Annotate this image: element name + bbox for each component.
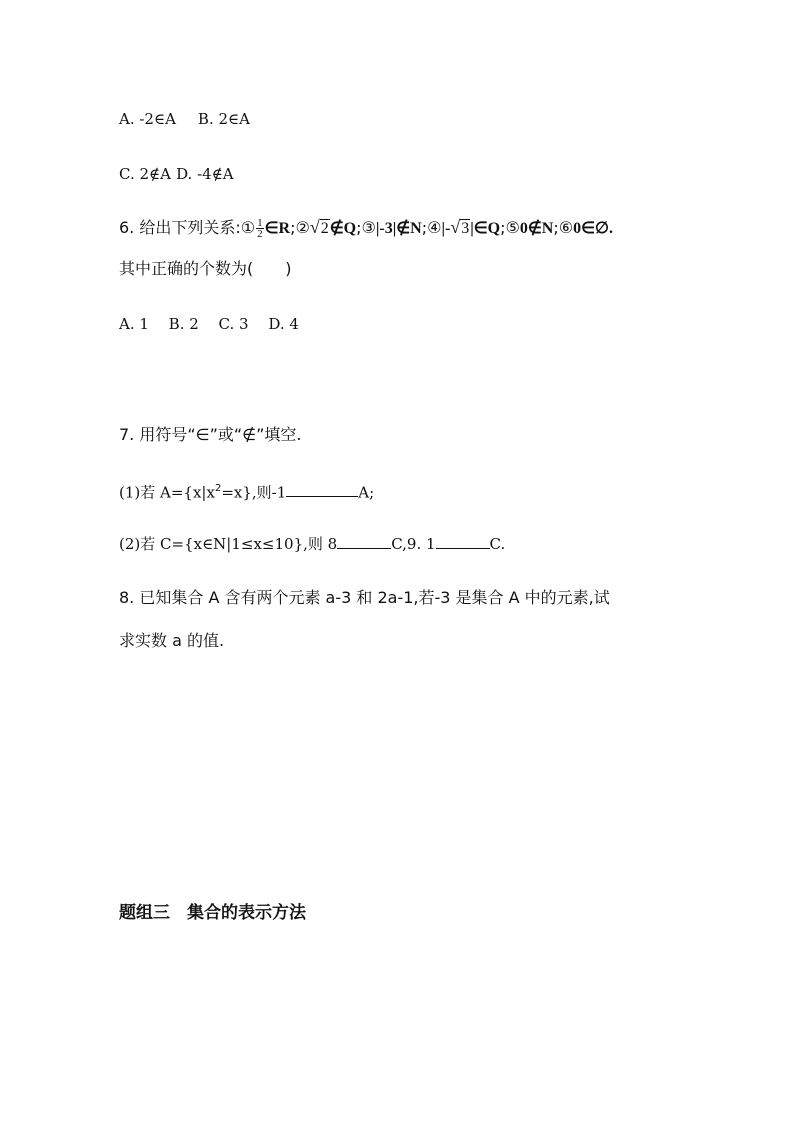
q6-item3-mark: ③ [361,218,376,237]
q7-part2-before: (2)若 C={x∈N|1≤x≤10},则 8 [119,535,338,553]
q7-part1-after: =x},则-1 [221,483,287,502]
q6-item4-prefix: |- [441,220,451,237]
sqrt-icon: √ [450,217,461,237]
q6-separator: ; [500,218,506,237]
q6-item3-relation: ∉N [396,220,422,237]
q6-item4-relation: ∈Q [473,220,501,237]
q5-option-c: C. 2∉A [119,165,171,183]
q7-part1-superscript: 2 [214,483,222,494]
q7-part2-mid: C,9. 1 [391,535,436,553]
q5-option-d: D. -4∉A [176,165,234,183]
q6-item6-expression: 0∈∅. [573,220,613,237]
q6-options: A. 1 B. 2 C. 3 D. 4 [119,315,299,333]
q6-item1-mark: ① [240,218,256,237]
q5-option-b: B. 2∈A [197,110,250,128]
sqrt-icon: √ [309,217,320,237]
answer-blank[interactable] [337,534,391,549]
q6-statement [119,216,613,240]
q6-item5-mark: ⑤ [505,218,520,237]
q6-separator: ; [356,218,362,237]
q6-item3-expression: |-3| [375,220,397,237]
q6-item1-relation: ∈R [264,220,291,237]
fraction-denominator: 2 [257,228,263,240]
q6-item6-mark: ⑥ [558,218,574,237]
q7-title: 7. 用符号“∈”或“∉”填空. [119,425,302,444]
fraction-numerator: 1 [257,217,263,229]
q6-item4-suffix: | [470,220,474,237]
q5-option-a: A. -2∈A [119,110,176,128]
q6-item2-sqrt [310,216,330,240]
q6-separator: ; [553,218,559,237]
q6-item4-mark: ④ [427,218,442,237]
answer-blank[interactable] [286,482,358,497]
q7-part1 [119,478,374,503]
q6-item2-relation: ∉Q [329,220,357,237]
q7-part2 [119,533,505,555]
section-heading: 题组三 集合的表示方法 [119,903,306,923]
q6-item4-sqrt [450,216,470,240]
q8-line1: 8. 已知集合 A 含有两个元素 a-3 和 2a-1,若-3 是集合 A 中的元素,试 [119,588,610,607]
q6-separator: ; [290,218,296,237]
radicand: 2 [320,220,329,237]
q7-part1-tail: A; [358,483,375,502]
q8-line2: 求实数 a 的值. [119,631,225,650]
answer-blank[interactable] [436,534,490,549]
q5-options-row1 [119,108,250,130]
q7-part1-before: (1)若 A={x|x [119,483,215,502]
q7-part2-tail: C. [489,535,506,553]
q6-prefix: 6. 给出下列关系: [119,218,241,237]
radicand: 3 [461,220,470,237]
q6-question: 其中正确的个数为( ) [119,259,292,278]
q6-item2-mark: ② [295,218,310,237]
q6-separator: ; [421,218,428,237]
q6-item1-fraction [256,218,264,239]
q5-options-row2 [119,163,234,185]
q6-item5-expression: 0∉N [519,220,554,237]
